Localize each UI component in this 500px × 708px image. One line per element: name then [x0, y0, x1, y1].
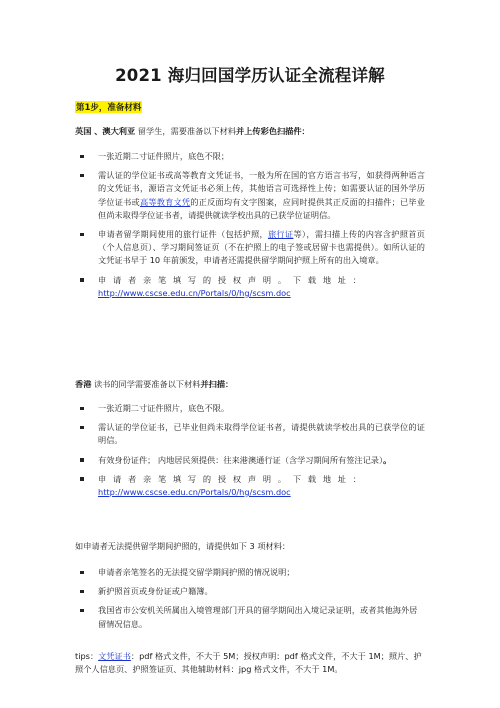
- step-heading: 第1步，准备材料: [76, 103, 142, 113]
- list-item: [80, 150, 425, 163]
- list-item-text: 一张近期二寸证件照片，底色不限；: [98, 151, 230, 161]
- bullet-icon: [80, 590, 84, 594]
- no-passport-intro: 如申请者无法提供留学期间护照的，请提供如下 3 项材料：: [75, 541, 291, 551]
- list-item-text: 申请者亲笔签名的无法提交留学期间护照的情况说明；: [98, 567, 295, 577]
- list-item: [80, 566, 425, 579]
- list-item-text: 申请者亲笔填写的授权声明。下载地址：: [98, 274, 368, 285]
- bullet-icon: [80, 477, 84, 481]
- uk-intro-text: 留学生，需要准备以下材料: [135, 126, 237, 136]
- page-title: 2021 海归回国学历认证全流程详解: [115, 66, 385, 85]
- list-item: [80, 228, 425, 268]
- list-item: [80, 402, 425, 415]
- list-item-text: 需认证的学位证书，已毕业但尚未取得学位证书者，请提供就读学校出具的已获学位的证明信。: [98, 422, 425, 446]
- uk-materials-list: [80, 150, 425, 306]
- list-item-text: 新护照首页或身份证或户籍簿。: [98, 586, 213, 597]
- hk-intro-text: 读书的同学需要准备以下材料: [91, 379, 201, 389]
- list-item-text: 需认证的学位证书或高等教育文凭证书，一般为所在国的官方语言书写，如获得两种语言的文凭证书，源语言文凭证书必须上传，其他语言可选择性上传；如需要认证的国外学历学位证书或: [98, 170, 425, 207]
- list-item: [80, 274, 425, 300]
- list-item: [80, 473, 425, 499]
- bullet-icon: [80, 571, 84, 575]
- uk-intro: [75, 125, 425, 138]
- list-item-text: 申请者留学期间使用的旅行证件（包括护照，: [98, 229, 268, 240]
- uk-country-label: 英国 、澳大利亚: [75, 126, 136, 136]
- list-item-text: 的正反面均有文字图案，应同时提供其正反面的扫描件；已毕业但尚未取得学位证书者，请提供就读学校出具的已获学位证明信。: [98, 196, 425, 220]
- list-item-text: 等），需扫描上传的内容含护照首页（个人信息页）、学习期间签证页（不在护照上的电子签或居留卡也需提供）。如所认证的文凭证书早于 10 年前颁发，申请者还需提供留学期间护照上所有的出入境章。: [98, 229, 425, 266]
- list-item-text: 。: [383, 454, 392, 465]
- hk-intro: [75, 378, 425, 391]
- authorization-download-link[interactable]: http://www.cscse.edu.cn/Portals/0/hg/scsm.doc: [98, 487, 291, 498]
- tips-note: [75, 650, 425, 676]
- bullet-icon: [80, 458, 84, 462]
- list-item-text: 我国省市公安机关所属出入境管理部门开具的留学期间出入境记录证明，或者其他海外居留情况信息。: [98, 605, 418, 629]
- hk-intro-bold: 并扫描：: [200, 379, 234, 389]
- list-item-text: 有效身份证件； 内地居民须提供：往来港澳通行证（含学习期间所有签注记录）: [98, 454, 384, 465]
- list-item: [80, 169, 425, 222]
- no-passport-list: [80, 566, 425, 637]
- bullet-icon: [80, 407, 84, 411]
- diploma-link[interactable]: 高等教育文凭: [139, 196, 191, 207]
- bullet-icon: [80, 155, 84, 159]
- hk-materials-list: [80, 402, 425, 505]
- authorization-download-link[interactable]: http://www.cscse.edu.cn/Portals/0/hg/scsm.doc: [98, 287, 291, 298]
- list-item-text: 一张近期二寸证件照片，底色不限。: [98, 403, 230, 413]
- bullet-icon: [80, 426, 84, 430]
- list-item: [80, 454, 425, 467]
- bullet-icon: [80, 233, 84, 237]
- bullet-icon: [80, 174, 84, 178]
- travel-document-link[interactable]: 旅行证: [267, 229, 294, 240]
- bullet-icon: [80, 278, 84, 282]
- diploma-certificate-link[interactable]: 文凭证书: [98, 651, 131, 661]
- tips-text: ：pdf 格式文件，不大于 5M；授权声明：pdf 格式文件，不大于 1M；照片、护照个人信息页、护照签证页、其他辅助材料：jpg 格式文件，不大于 1M。: [75, 651, 422, 675]
- hk-region-label: 香港: [75, 379, 92, 389]
- bullet-icon: [80, 609, 84, 613]
- uk-intro-bold: 并上传彩色扫描件：: [236, 126, 310, 136]
- list-item: [80, 585, 425, 598]
- list-item-text: 申请者亲笔填写的授权声明。下载地址：: [98, 473, 368, 484]
- list-item: [80, 604, 425, 630]
- tips-label: tips：: [75, 651, 99, 661]
- list-item: [80, 421, 425, 447]
